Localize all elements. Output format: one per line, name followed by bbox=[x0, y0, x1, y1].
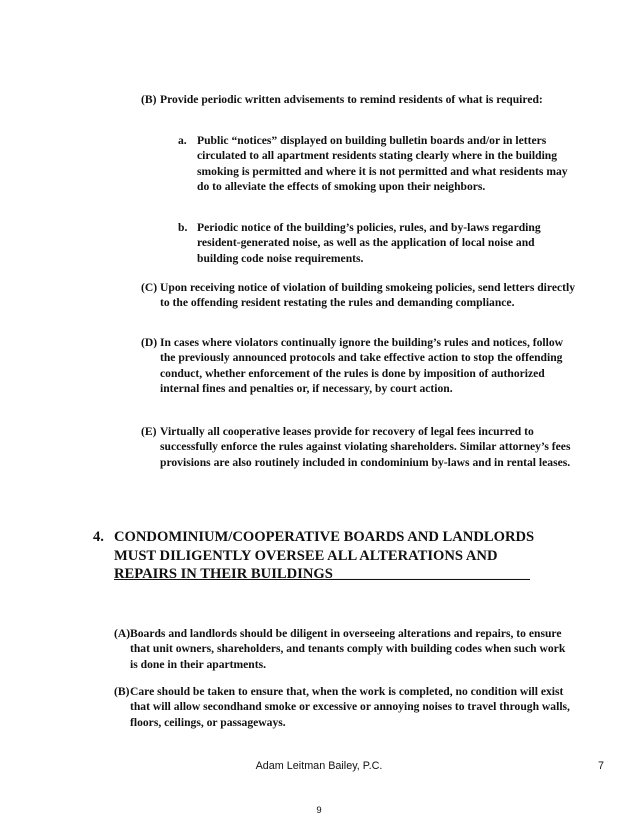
section-heading bbox=[93, 528, 563, 584]
sub-item-a bbox=[178, 133, 578, 194]
footer-firm-name: Adam Leitman Bailey, P.C. bbox=[255, 760, 383, 772]
list-item-c bbox=[141, 280, 581, 311]
heading-line-1: CONDOMINIUM/COOPERATIVE BOARDS AND LANDLORDS bbox=[114, 529, 535, 545]
list-marker: a. bbox=[178, 134, 187, 147]
list-item-text: Public “notices” displayed on building bulletin boards and/or in letters circulated to all apartment residents stating clearly where in the building smoking is permitted and where it is not permitted and what residents may do to alleviate the effects of smoking upon their neighbors. bbox=[197, 134, 568, 193]
list-item-a bbox=[114, 626, 574, 672]
list-marker: (E) bbox=[141, 425, 157, 438]
list-item-text: Boards and landlords should be diligent in overseeing alterations and repairs, to ensure that unit owners, shareholders, and tenants comply with building codes when such work is done in their apartments. bbox=[130, 627, 566, 671]
pdf-page-number: 9 bbox=[316, 805, 322, 816]
list-marker: (C) bbox=[141, 281, 158, 294]
sub-item-b bbox=[178, 220, 578, 266]
heading-line-2: MUST DILIGENTLY OVERSEE ALL ALTERATIONS AND bbox=[114, 547, 498, 564]
list-item-text: Provide periodic written advisements to remind residents of what is required: bbox=[160, 93, 543, 106]
list-marker: (A) bbox=[114, 627, 131, 640]
list-item-text: Upon receiving notice of violation of building smokeing policies, send letters directly to the offending resident restating the rules and demanding compliance. bbox=[160, 281, 576, 310]
list-item-text: Virtually all cooperative leases provide for recovery of legal fees incurred to successfully enforce the rules against violating shareholders. Similar attorney’s fees provisions are also routinely included in condominium by-laws and in rental leases. bbox=[160, 425, 571, 469]
heading-line-3-wrap bbox=[93, 565, 563, 584]
list-marker: (B) bbox=[141, 93, 157, 106]
list-item-text: In cases where violators continually ignore the building’s rules and notices, follow the previously announced protocols and take effective action to stop the offending conduct, whether enforcement of the rules is done by imposition of authorized internal fines and penalties or, if necessary, by court action. bbox=[160, 336, 564, 395]
heading-line-3: REPAIRS IN THEIR BUILDINGS___________________________ bbox=[114, 566, 530, 582]
list-item-text: Care should be taken to ensure that, when the work is completed, no condition will exist that will allow secondhand smoke or excessive or annoying noises to travel through walls, floors, ceilings, or passageways. bbox=[130, 685, 570, 729]
list-marker: (B) bbox=[114, 685, 130, 698]
list-marker: (D) bbox=[141, 336, 158, 349]
footer-page-number: 7 bbox=[598, 760, 605, 772]
list-item-b-2 bbox=[114, 684, 574, 730]
section-number: 4. bbox=[93, 529, 104, 545]
list-item-e bbox=[141, 424, 581, 470]
list-item-text: Periodic notice of the building’s policies, rules, and by-laws regarding resident-generated noise, as well as the application of local noise and building code noise requirements. bbox=[197, 221, 541, 265]
list-item-d bbox=[141, 335, 581, 396]
list-marker: b. bbox=[178, 221, 188, 234]
list-item-b bbox=[141, 92, 581, 107]
